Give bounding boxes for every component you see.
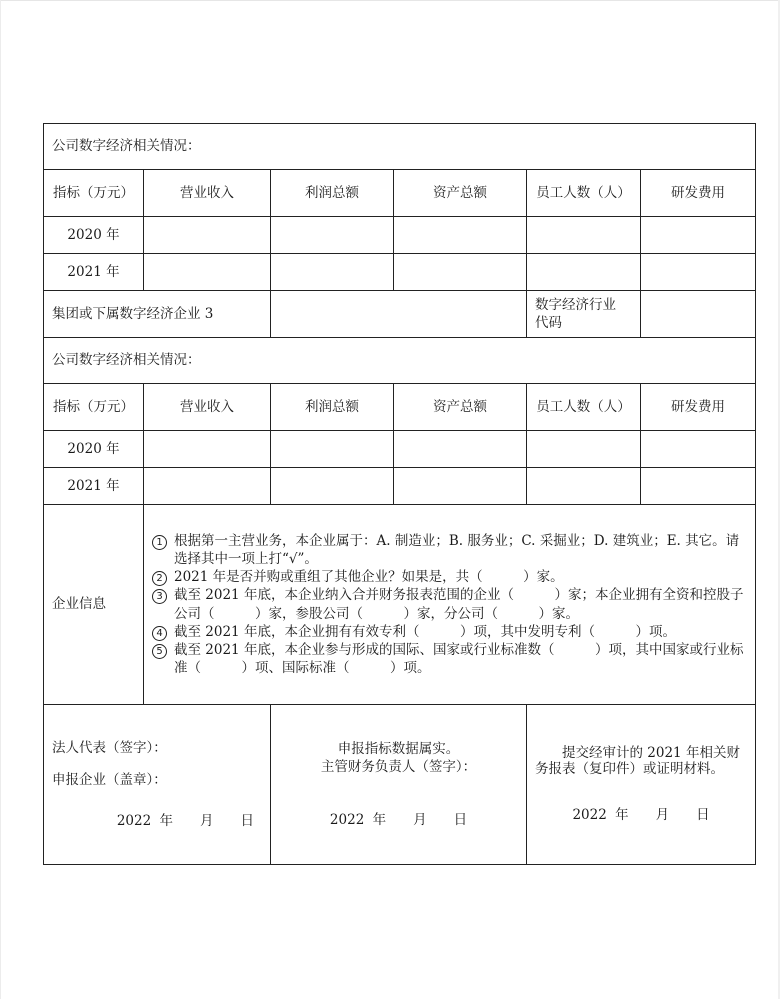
info-item-text: 截至 2021 年底，本企业纳入合并财务报表范围的企业（ ）家；本企业拥有全资和控股子公司（ ）家，参股公司（ ）家，分公司（ ）家。 — [174, 587, 744, 622]
cell-revenue-input[interactable] — [144, 217, 271, 254]
cell-profit-input[interactable] — [271, 431, 394, 468]
info-item-5 — [152, 641, 747, 677]
header-indicator: 指标（万元） — [44, 170, 144, 217]
finance-head-signature-label: 主管财务负责人（签字）： — [320, 759, 477, 776]
cell-rnd-input[interactable] — [641, 254, 756, 291]
cell-revenue-input[interactable] — [144, 431, 271, 468]
header-rnd-expense: 研发费用 — [641, 384, 756, 431]
circled-number-3: 3 — [152, 589, 167, 604]
header-revenue: 营业收入 — [144, 384, 271, 431]
row-year-label: 2021 年 — [44, 254, 144, 291]
header-total-profit: 利润总额 — [271, 170, 394, 217]
header-indicator: 指标（万元） — [44, 384, 144, 431]
section2-row-2021 — [44, 468, 756, 505]
circled-number-1: 1 — [152, 535, 167, 550]
section2-title: 公司数字经济相关情况： — [44, 338, 756, 384]
section1-row-2020 — [44, 217, 756, 254]
info-item-1 — [152, 532, 747, 568]
industry-code-label-line1: 数字经济行业 — [535, 296, 616, 313]
signature-materials-cell[interactable] — [527, 705, 756, 865]
signature-row — [44, 705, 756, 865]
declaration-text: 申报指标数据属实。 — [337, 741, 460, 758]
materials-note: 提交经审计的 2021 年相关财务报表（复印件）或证明材料。 — [535, 745, 740, 778]
info-item-2 — [152, 568, 747, 586]
signature-date-c: 2022 年 月 日 — [572, 806, 710, 823]
cell-employees-input[interactable] — [527, 254, 641, 291]
page-edge-left — [0, 0, 1, 999]
header-total-profit: 利润总额 — [271, 384, 394, 431]
legal-rep-signature-label: 法人代表（签字）： — [52, 740, 167, 757]
cell-profit-input[interactable] — [271, 468, 394, 505]
applicant-seal-label: 申报企业（盖章）： — [52, 772, 167, 789]
info-item-text: 截至 2021 年底，本企业拥有有效专利（ ）项，其中发明专利（ ）项。 — [174, 623, 676, 640]
signature-finance-cell[interactable] — [271, 705, 527, 865]
cell-profit-input[interactable] — [271, 217, 394, 254]
section1-header-row — [44, 170, 756, 217]
row-year-label: 2021 年 — [44, 468, 144, 505]
section2-title-row — [44, 338, 756, 384]
cell-assets-input[interactable] — [394, 254, 527, 291]
industry-code-label — [527, 291, 641, 338]
row-year-label: 2020 年 — [44, 217, 144, 254]
section1-title: 公司数字经济相关情况： — [44, 124, 756, 170]
page-edge-top — [0, 0, 780, 1]
enterprise-info-row — [44, 505, 756, 705]
industry-code-input[interactable] — [641, 291, 756, 338]
section1-row-2021 — [44, 254, 756, 291]
group-company-row — [44, 291, 756, 338]
signature-date-b: 2022 年 月 日 — [329, 811, 468, 828]
industry-code-label-line2: 代码 — [535, 315, 562, 331]
cell-rnd-input[interactable] — [641, 468, 756, 505]
section2-header-row — [44, 384, 756, 431]
header-employees: 员工人数（人） — [527, 170, 641, 217]
group-company-label: 集团或下属数字经济企业 3 — [44, 291, 271, 338]
info-item-4 — [152, 623, 747, 641]
cell-assets-input[interactable] — [394, 217, 527, 254]
circled-number-5: 5 — [152, 644, 167, 659]
digital-economy-form-table — [43, 123, 756, 865]
info-item-text: 2021 年是否并购或重组了其他企业？如果是，共（ ）家。 — [174, 569, 564, 586]
signature-legal-rep-cell[interactable] — [44, 705, 271, 865]
signature-date-a: 2022 年 月 日 — [116, 812, 254, 829]
header-employees: 员工人数（人） — [527, 384, 641, 431]
cell-revenue-input[interactable] — [144, 468, 271, 505]
header-total-assets: 资产总额 — [394, 170, 527, 217]
cell-assets-input[interactable] — [394, 431, 527, 468]
header-rnd-expense: 研发费用 — [641, 170, 756, 217]
header-total-assets: 资产总额 — [394, 384, 527, 431]
section1-title-row — [44, 124, 756, 170]
enterprise-info-label: 企业信息 — [44, 505, 144, 705]
circled-number-4: 4 — [152, 626, 167, 641]
cell-revenue-input[interactable] — [144, 254, 271, 291]
cell-employees-input[interactable] — [527, 431, 641, 468]
group-company-name-input[interactable] — [271, 291, 527, 338]
cell-assets-input[interactable] — [394, 468, 527, 505]
cell-profit-input[interactable] — [271, 254, 394, 291]
info-item-3 — [152, 586, 747, 622]
row-year-label: 2020 年 — [44, 431, 144, 468]
section2-row-2020 — [44, 431, 756, 468]
cell-rnd-input[interactable] — [641, 431, 756, 468]
info-item-text: 截至 2021 年底，本企业参与形成的国际、国家或行业标准数（ ）项，其中国家或行业标准（ ）项、国际标准（ ）项。 — [174, 641, 744, 677]
info-item-text: 根据第一主营业务，本企业属于：A. 制造业；B. 服务业；C. 采掘业；D. 建筑业；E. 其它。请选择其中一项上打“√”。 — [174, 532, 740, 567]
enterprise-info-list — [144, 505, 756, 705]
cell-employees-input[interactable] — [527, 468, 641, 505]
cell-rnd-input[interactable] — [641, 217, 756, 254]
header-revenue: 营业收入 — [144, 170, 271, 217]
circled-number-2: 2 — [152, 571, 167, 586]
cell-employees-input[interactable] — [527, 217, 641, 254]
